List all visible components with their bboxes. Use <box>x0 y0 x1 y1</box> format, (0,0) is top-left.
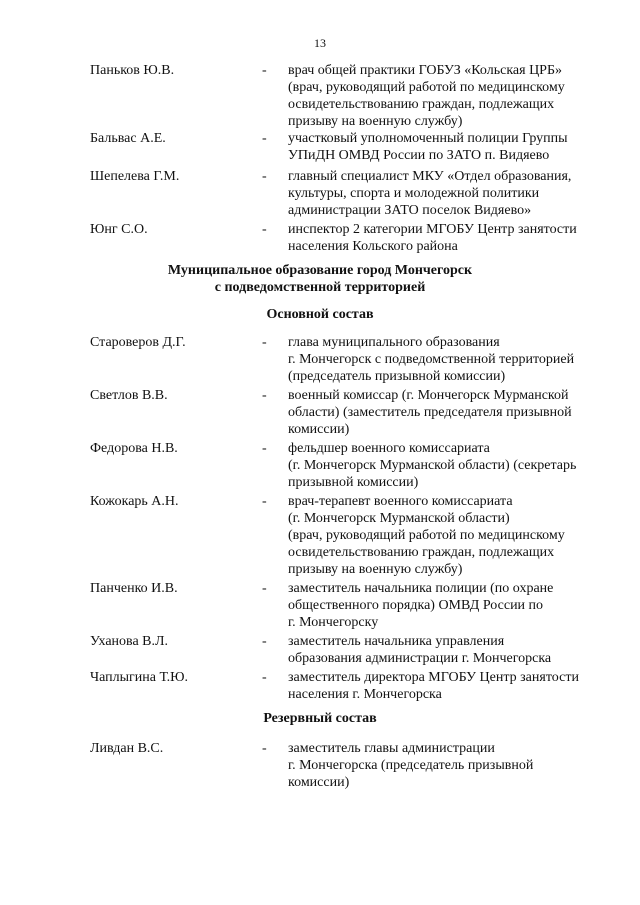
municipality-title: Муниципальное образование город Мончегорск с подведомственной территорией <box>167 263 473 295</box>
entries-top <box>90 62 610 255</box>
dash: - <box>262 634 267 649</box>
dash: - <box>262 222 267 237</box>
person-role: врач общей практики ГОБУЗ «Кольская ЦРБ» (врач, руководящий работой по медицинскому освидетельствованию граждан, подлежащих призыву на военную службу) <box>288 63 565 129</box>
person-name: Староверов Д.Г. <box>90 335 186 350</box>
person-role: инспектор 2 категории МГОБУ Центр занятости населения Кольского района <box>288 222 577 254</box>
dash: - <box>262 63 267 78</box>
dash: - <box>262 335 267 350</box>
entry-starovyerov <box>90 334 610 385</box>
dash: - <box>262 581 267 596</box>
dash: - <box>262 388 267 403</box>
person-role: заместитель главы администрации г. Мончегорска (председатель призывной комиссии) <box>288 741 534 790</box>
person-name: Чаплыгина Т.Ю. <box>90 670 188 685</box>
entry-shepeleva <box>90 168 610 219</box>
person-name: Ливдан В.С. <box>90 741 164 756</box>
dash: - <box>262 741 267 756</box>
person-role: врач-терапевт военного комиссариата (г. Мончегорск Мурманской области) (врач, руководящий работой по медицинскому освидетельствованию граждан, подлежащих призыву на военную службу) <box>288 494 565 577</box>
page-number: 13 <box>314 36 326 50</box>
person-name: Уханова В.Л. <box>90 634 169 649</box>
person-role: заместитель начальника управления образования администрации г. Мончегорска <box>288 634 552 666</box>
dash: - <box>262 169 267 184</box>
person-role: участковый уполномоченный полиции Группы УПиДН ОМВД России по ЗАТО п. Видяево <box>288 131 568 163</box>
reserve-composition-title: Резервный состав <box>263 711 377 726</box>
main-composition-title: Основной состав <box>266 307 374 322</box>
person-role: заместитель начальника полиции (по охране общественного порядка) ОМВД России по г. Мончегорску <box>288 581 554 630</box>
entry-pankov <box>90 62 610 130</box>
person-name: Федорова Н.В. <box>90 441 178 456</box>
entry-panchenko <box>90 580 610 631</box>
person-role: заместитель директора МГОБУ Центр занятости населения г. Мончегорска <box>288 670 579 702</box>
person-role: главный специалист МКУ «Отдел образования, культуры, спорта и молодежной политики администрации ЗАТО поселок Видяево» <box>288 169 572 218</box>
entries-reserve <box>90 740 610 791</box>
entry-balvas <box>90 130 610 164</box>
person-role: военный комиссар (г. Мончегорск Мурманской области) (заместитель председателя призывной комиссии) <box>288 388 572 437</box>
person-name: Бальвас А.Е. <box>90 131 166 146</box>
entry-svetlov <box>90 387 610 438</box>
entry-ukhanova <box>90 633 610 667</box>
entry-kozhokar <box>90 493 610 578</box>
person-role: фельдшер военного комиссариата (г. Мончегорск Мурманской области) (секретарь призывной комиссии) <box>288 441 577 490</box>
dash: - <box>262 670 267 685</box>
person-name: Кожокарь А.Н. <box>90 494 179 509</box>
person-name: Светлов В.В. <box>90 388 168 403</box>
person-name: Панченко И.В. <box>90 581 178 596</box>
dash: - <box>262 131 267 146</box>
dash: - <box>262 441 267 456</box>
entry-livdan <box>90 740 610 791</box>
entry-chaplygina <box>90 669 610 703</box>
entry-fedorova <box>90 440 610 491</box>
dash: - <box>262 494 267 509</box>
person-name: Паньков Ю.В. <box>90 63 175 78</box>
person-role: глава муниципального образования г. Мончегорск с подведомственной территорией (председатель призывной комиссии) <box>288 335 575 384</box>
person-name: Шепелева Г.М. <box>90 169 180 184</box>
entry-yung <box>90 221 610 255</box>
entries-main <box>90 334 610 703</box>
person-name: Юнг С.О. <box>90 222 148 237</box>
